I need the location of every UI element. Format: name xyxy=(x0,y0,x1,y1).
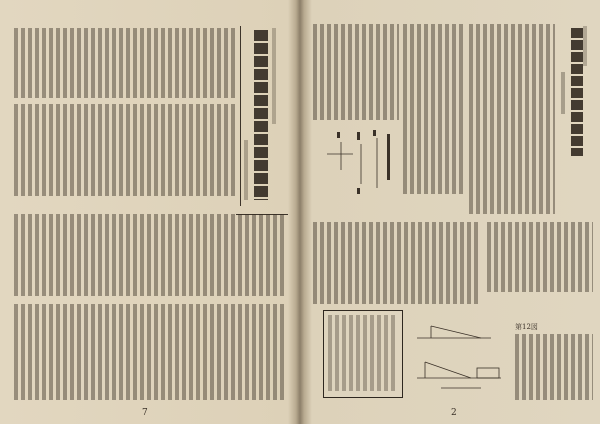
right-page-number: 2 xyxy=(451,408,457,418)
figure-12 xyxy=(411,316,511,402)
article-title xyxy=(254,30,268,200)
equation-diagram xyxy=(317,124,401,196)
notice-box-text xyxy=(328,315,396,391)
right-middle-text xyxy=(313,222,481,304)
figure-12-label: 第12図 xyxy=(515,323,538,331)
title-rule-left xyxy=(240,26,241,206)
title-byline xyxy=(244,140,251,200)
right-title-author xyxy=(561,72,568,114)
right-middle-text-2 xyxy=(487,222,593,292)
left-upper-text-middle xyxy=(14,104,236,196)
left-upper-text-top xyxy=(14,28,236,98)
left-page xyxy=(0,0,297,424)
left-article-title-block xyxy=(240,22,286,210)
title-kicker xyxy=(272,28,279,124)
right-page xyxy=(303,0,600,424)
right-article-title xyxy=(571,28,583,156)
right-title-kicker xyxy=(583,26,589,66)
left-lower-text-top xyxy=(14,214,286,296)
left-page-number: 7 xyxy=(142,408,148,418)
right-lower-text xyxy=(515,334,593,400)
right-upper-text-left xyxy=(313,24,399,120)
right-upper-text-right xyxy=(469,24,555,214)
notice-box xyxy=(323,310,403,398)
left-lower-text-bottom xyxy=(14,304,286,400)
right-upper-text-middle xyxy=(403,24,463,194)
right-article-title-block xyxy=(559,22,593,218)
